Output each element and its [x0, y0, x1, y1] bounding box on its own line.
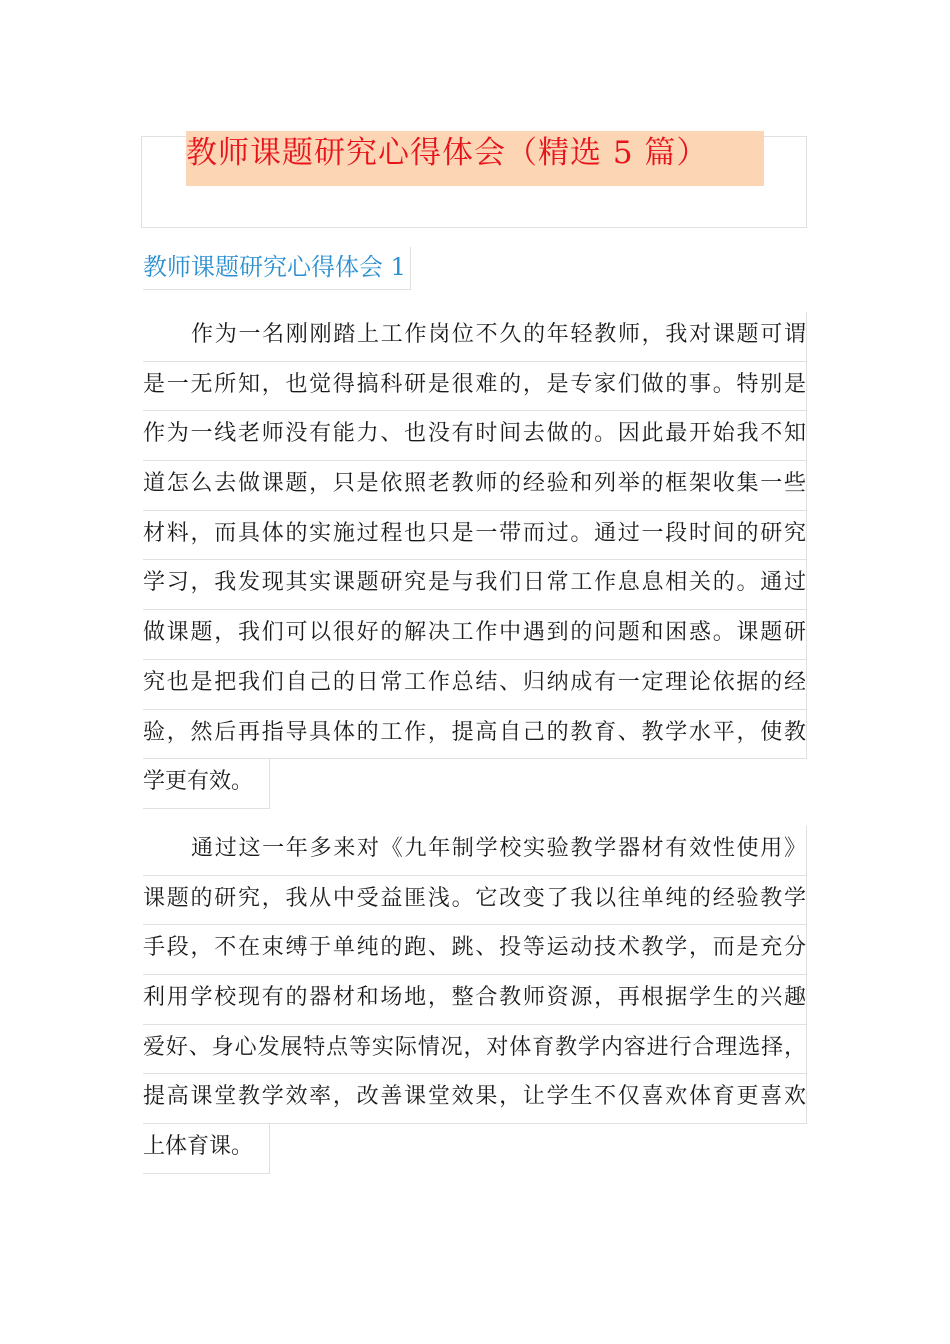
text-line: 手段，不在束缚于单纯的跑、跳、投等运动技术教学，而是充分 [143, 925, 807, 975]
text-line: 通过这一年多来对《九年制学校实验教学器材有效性使用》 [143, 826, 807, 876]
text-line: 究也是把我们自己的日常工作总结、归纳成有一定理论依据的经 [143, 660, 807, 710]
text-line: 上体育课。 [143, 1124, 270, 1174]
text-line: 做课题，我们可以很好的解决工作中遇到的问题和困惑。课题研 [143, 610, 807, 660]
text-line: 学习，我发现其实课题研究是与我们日常工作息息相关的。通过 [143, 560, 807, 610]
text-line: 提高课堂教学效率，改善课堂效果，让学生不仅喜欢体育更喜欢 [143, 1074, 807, 1124]
paragraph-2 [143, 826, 807, 1178]
text-line: 课题的研究，我从中受益匪浅。它改变了我以往单纯的经验教学 [143, 876, 807, 926]
text-line: 道怎么去做课题，只是依照老教师的经验和列举的框架收集一些 [143, 461, 807, 511]
document-title: 教师课题研究心得体会（精选 5 篇） [186, 131, 764, 186]
text-line: 是一无所知，也觉得搞科研是很难的，是专家们做的事。特别是 [143, 362, 807, 412]
text-line: 作为一名刚刚踏上工作岗位不久的年轻教师，我对课题可谓 [143, 312, 807, 362]
text-line: 验，然后再指导具体的工作，提高自己的教育、教学水平，使教 [143, 710, 807, 760]
section-title: 教师课题研究心得体会 1 [143, 247, 411, 290]
text-line: 爱好、身心发展特点等实际情况，对体育教学内容进行合理选择， [143, 1025, 807, 1075]
paragraph-1 [143, 312, 807, 813]
text-line: 利用学校现有的器材和场地，整合教师资源，再根据学生的兴趣 [143, 975, 807, 1025]
text-line: 学更有效。 [143, 759, 270, 809]
text-line: 材料，而具体的实施过程也只是一带而过。通过一段时间的研究 [143, 511, 807, 561]
text-line: 作为一线老师没有能力、也没有时间去做的。因此最开始我不知 [143, 411, 807, 461]
